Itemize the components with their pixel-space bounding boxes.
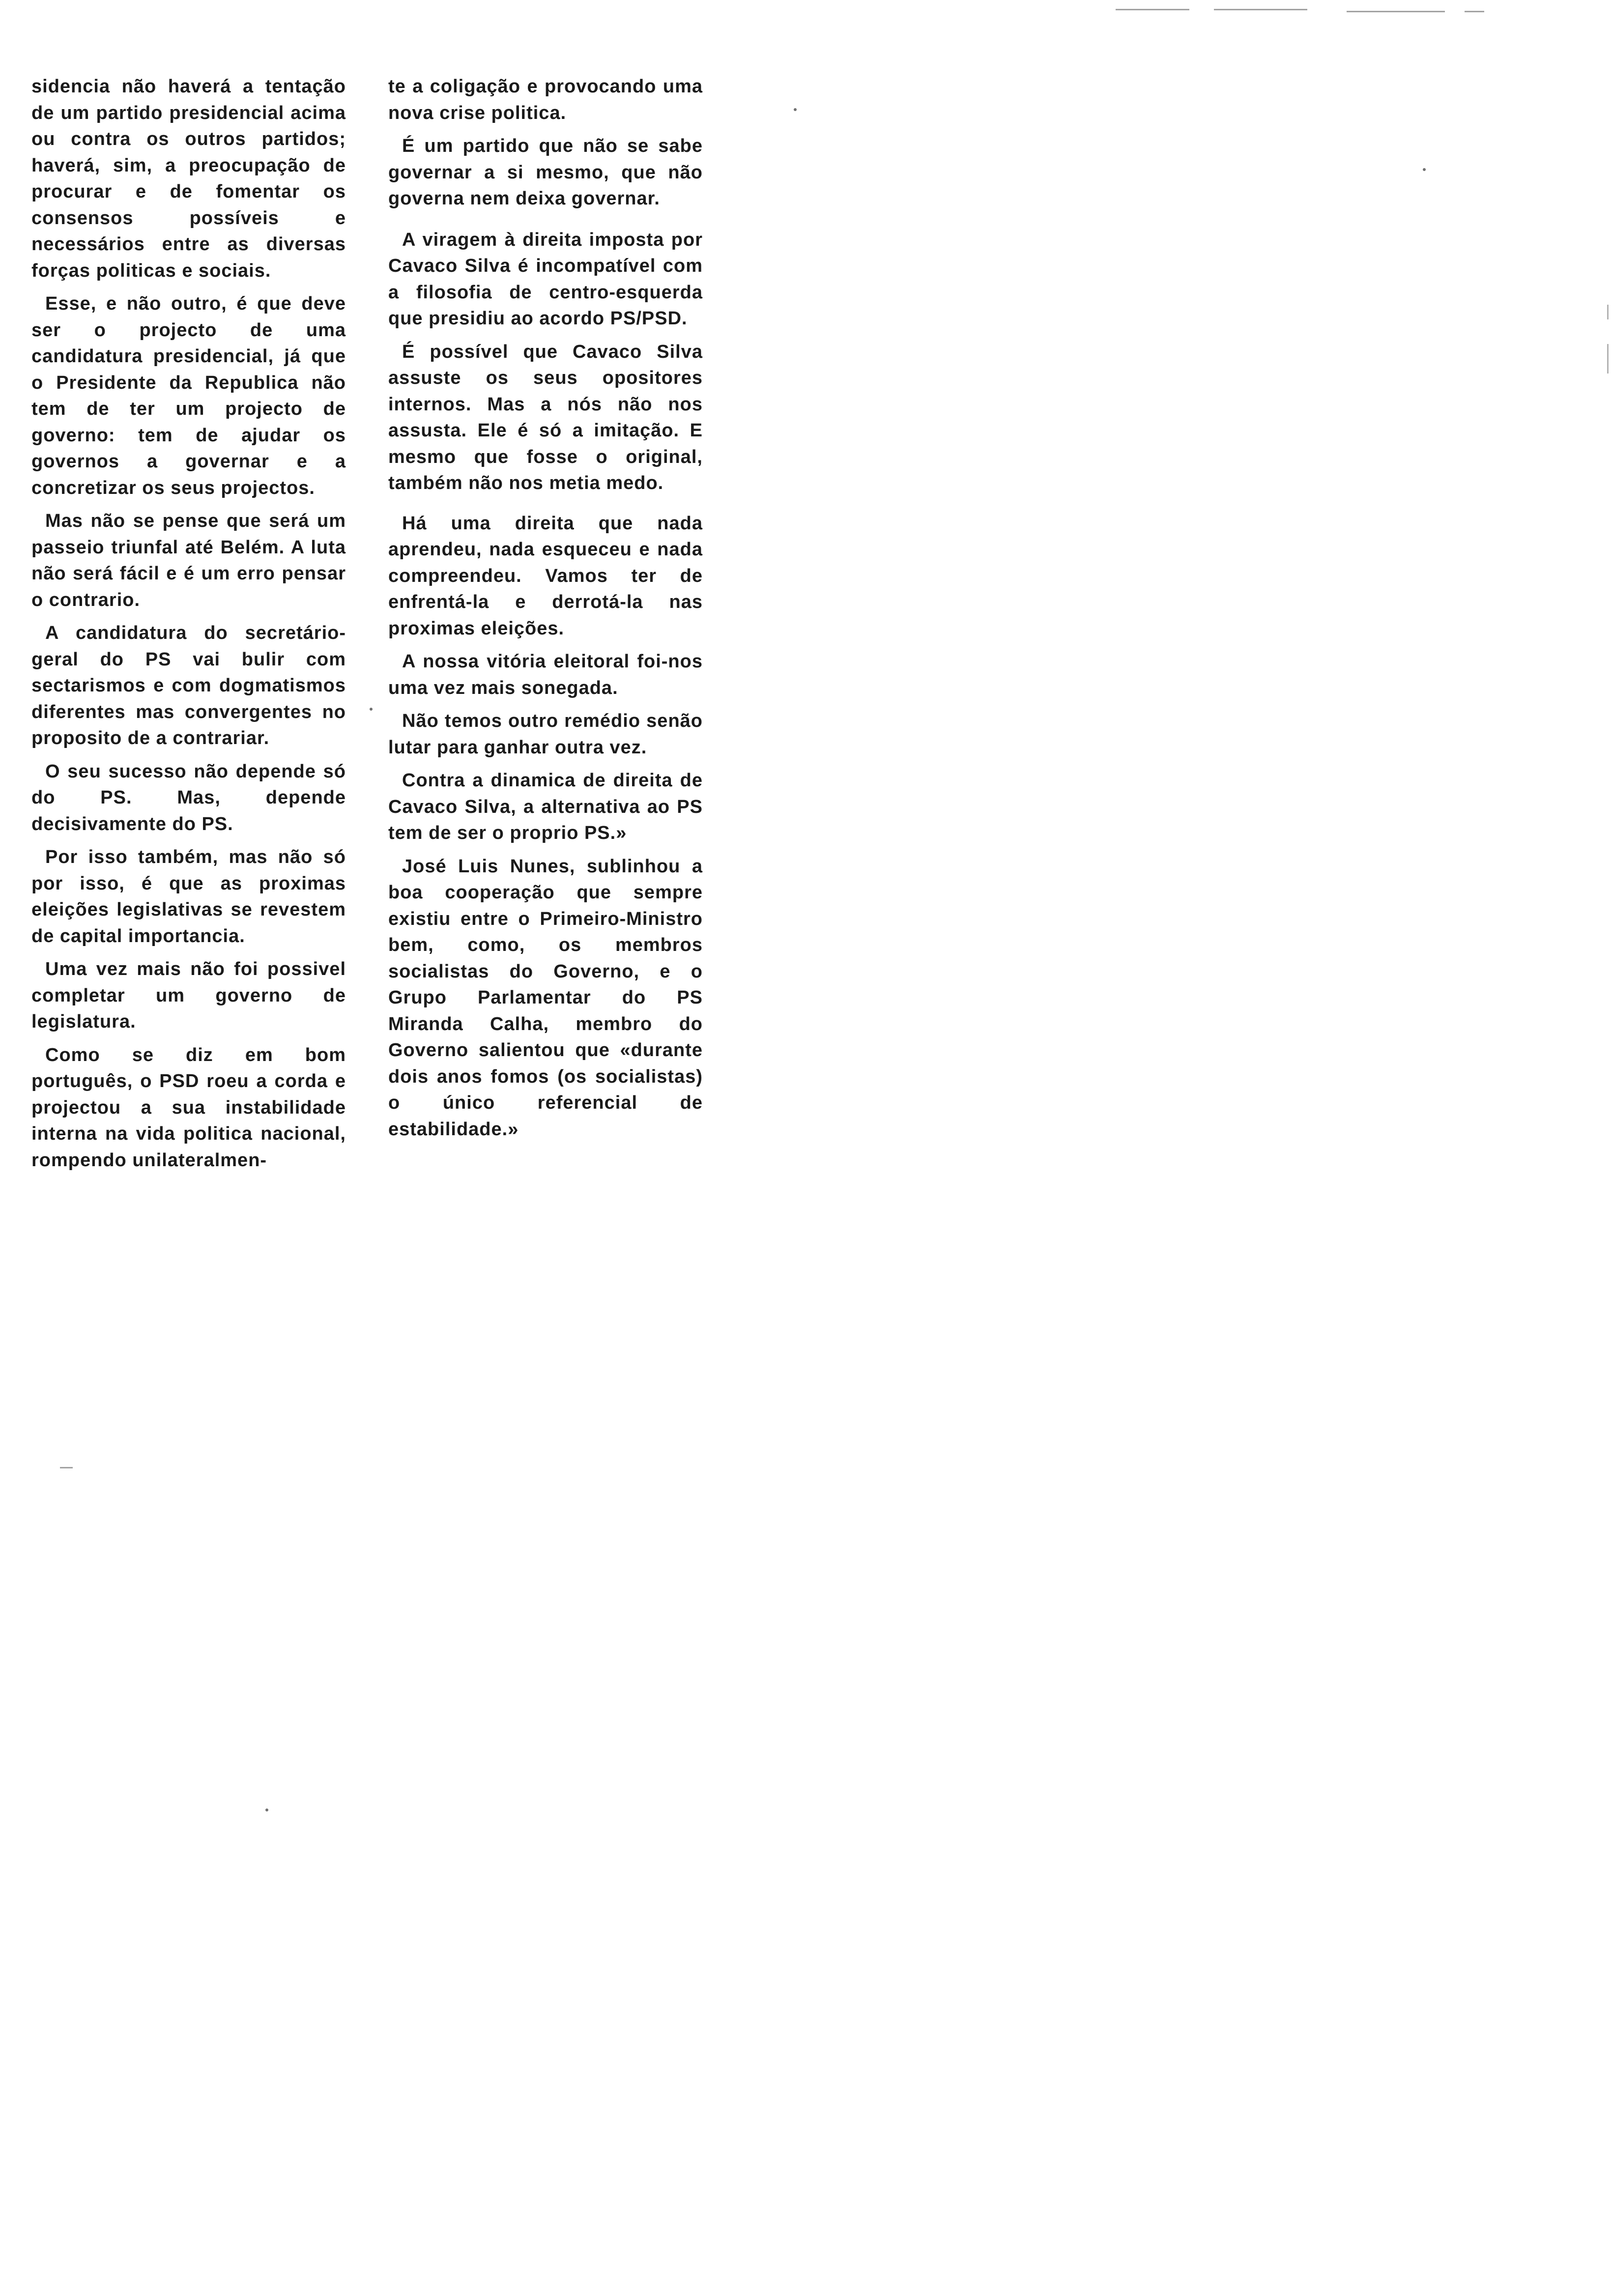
scan-mark (1607, 344, 1609, 373)
scan-speck (370, 708, 373, 711)
paragraph: Mas não se pense que será um passeio triunfal até Belém. A luta não será fácil e é um erro pensar o contrario. (31, 511, 346, 610)
scan-speck (265, 1808, 268, 1811)
paragraph: Por isso também, mas não só por isso, é que as proximas eleições legislativas se revestem de capital importancia. (31, 847, 346, 947)
paragraph: Como se diz em bom português, o PSD roeu a corda e projectou a sua instabilidade interna na vida politica nacional, rompendo unilateralmen- (31, 1044, 346, 1171)
paragraph: A viragem à direita imposta por Cavaco Silva é incompatível com a filosofia de centro-esquerda que presidiu ao acordo PS/PSD. (388, 229, 703, 329)
paragraph: Não temos outro remédio senão lutar para ganhar outra vez. (388, 711, 703, 758)
article-left-column (31, 74, 346, 1180)
paragraph: Uma vez mais não foi possivel completar um governo de legislatura. (31, 959, 346, 1032)
paragraph: Contra a dinamica de direita de Cavaco Silva, a alternativa ao PS tem de ser o proprio PS.» (388, 770, 703, 843)
paragraph: Esse, e não outro, é que deve ser o projecto de uma candidatura presidencial, já que o Presidente da Republica não tem de ter um projecto de governo: tem de ajudar os governos a governar e a concretizar os seus projectos. (31, 293, 346, 498)
scan-mark (1347, 11, 1445, 12)
paragraph: sidencia não haverá a tentação de um partido presidencial acima ou contra os outros partidos; haverá, sim, a preocupação de procurar e de fomentar os consensos possíveis e necessários entre as diversas forças politicas e sociais. (31, 76, 346, 281)
paragraph: O seu sucesso não depende só do PS. Mas, depende decisivamente do PS. (31, 761, 346, 834)
paragraph: José Luis Nunes, sublinhou a boa cooperação que sempre existiu entre o Primeiro-Ministro bem, como, os membros socialistas do Governo, e o Grupo Parlamentar do PS Miranda Calha, membro do Governo salientou que «durante dois anos fomos (os socialistas) o único referencial de estabilidade.» (388, 856, 703, 1140)
scan-mark (1465, 11, 1484, 12)
scan-speck (1423, 168, 1426, 171)
article-right-column (388, 74, 703, 1149)
scan-speck (794, 108, 797, 111)
paragraph: A candidatura do secretário-geral do PS vai bulir com sectarismos e com dogmatismos diferentes mas convergentes no proposito de a contrariar. (31, 623, 346, 748)
paragraph: A nossa vitória eleitoral foi-nos uma vez mais sonegada. (388, 651, 703, 698)
scan-mark (60, 1467, 73, 1468)
scan-mark (1214, 9, 1307, 10)
scan-mark (1607, 305, 1609, 319)
paragraph: Há uma direita que nada aprendeu, nada esqueceu e nada compreendeu. Vamos ter de enfrentá-la e derrotá-la nas proximas eleições. (388, 513, 703, 639)
paragraph: te a coligação e provocando uma nova crise politica. (388, 76, 703, 123)
scan-mark (1116, 9, 1189, 10)
paragraph: É um partido que não se sabe governar a si mesmo, que não governa nem deixa governar. (388, 136, 703, 209)
paragraph: É possível que Cavaco Silva assuste os seus opositores internos. Mas a nós não nos assusta. Ele é só a imitação. E mesmo que fosse o original, também não nos metia medo. (388, 341, 703, 493)
